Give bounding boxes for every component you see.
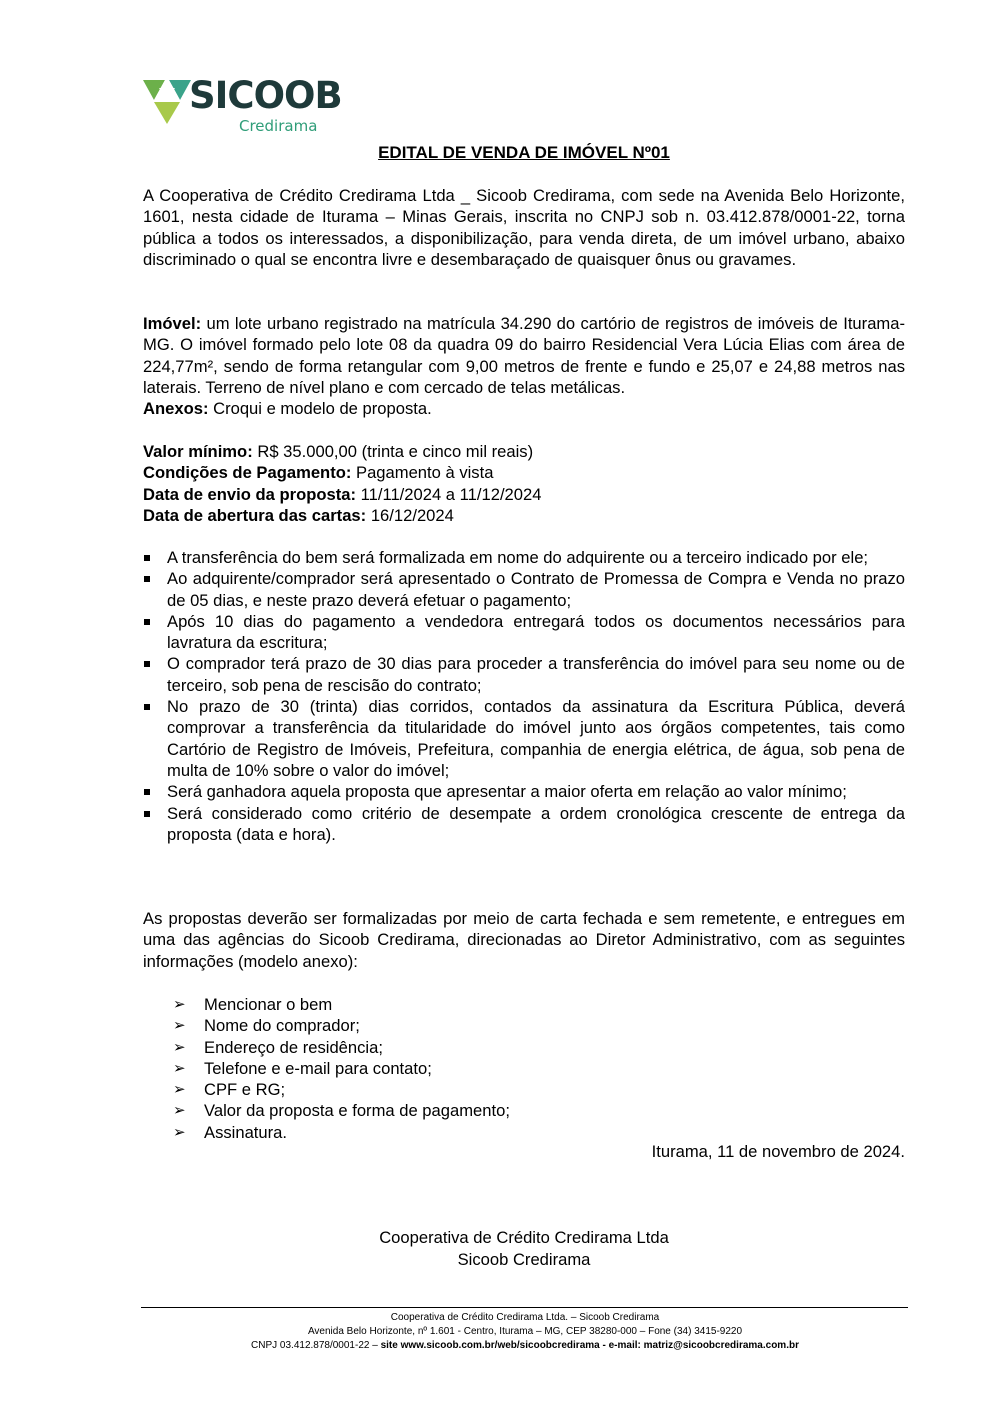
- term-opening-date: [143, 505, 905, 526]
- condition-text: A transferência do bem será formalizada em nome do adquirente ou a terceiro indicado por ele;: [167, 548, 869, 567]
- footer-cnpj: CNPJ 03.412.878/0001-22 –: [251, 1340, 381, 1351]
- required-info-item: [143, 1037, 905, 1058]
- condition-item: [143, 803, 905, 846]
- required-info-container: [143, 994, 905, 1143]
- footer-line-3: [100, 1339, 950, 1353]
- square-bullet-icon: [144, 661, 150, 667]
- property-section: [143, 313, 905, 419]
- term-minimum-value: [143, 441, 905, 462]
- signature-block: [300, 1227, 748, 1271]
- term-value: R$ 35.000,00 (trinta e cinco mil reais): [252, 442, 534, 461]
- square-bullet-icon: [144, 811, 150, 817]
- condition-item: [143, 547, 905, 568]
- required-info-text: Endereço de residência;: [204, 1037, 383, 1057]
- footer-contact-links[interactable]: site www.sicoob.com.br/web/sicoobcredirama - e-mail: matriz@sicoobcredirama.com.br: [380, 1340, 799, 1351]
- footer-divider: [141, 1307, 908, 1308]
- square-bullet-icon: [144, 555, 150, 561]
- arrow-bullet-icon: ➢: [173, 1059, 186, 1077]
- required-info-item: [143, 1015, 905, 1036]
- required-info-text: CPF e RG;: [204, 1080, 286, 1100]
- required-info-text: Valor da proposta e forma de pagamento;: [204, 1101, 510, 1121]
- condition-text: Será ganhadora aquela proposta que apresentar a maior oferta em relação ao valor mínimo;: [167, 782, 847, 802]
- arrow-bullet-icon: ➢: [173, 996, 186, 1013]
- sicoob-triangle-logo-icon: [143, 80, 191, 124]
- signature-line-2: Sicoob Credirama: [457, 1250, 591, 1269]
- condition-text: Ao adquirente/comprador será apresentado o Contrato de Promessa de Compra e Venda no prazo de 05 dias, e neste prazo deverá efetuar o pagamento;: [167, 569, 905, 610]
- page-footer: [100, 1311, 950, 1353]
- terms-section: [143, 441, 905, 526]
- condition-text: O comprador terá prazo de 30 dias para proceder a transferência do imóvel para seu nome ou de terceiro, sob pena de rescisão do contrato;: [167, 654, 905, 695]
- conditions-list-container: [143, 547, 905, 845]
- condition-item: [143, 611, 905, 654]
- place-date: Iturama, 11 de novembro de 2024.: [651, 1142, 905, 1161]
- arrow-bullet-icon: ➢: [173, 1102, 186, 1120]
- sicoob-credirama-logo: [143, 74, 343, 138]
- signature-line-1: Cooperativa de Crédito Credirama Ltda: [379, 1228, 669, 1247]
- condition-item: [143, 696, 905, 781]
- condition-item: [143, 568, 905, 611]
- term-value: 11/11/2024 a 11/12/2024: [356, 484, 542, 504]
- required-info-list: [143, 994, 905, 1143]
- term-label: Data de envio da proposta:: [143, 484, 356, 504]
- required-info-item: [143, 1058, 905, 1079]
- required-info-text: Mencionar o bem: [204, 995, 333, 1014]
- term-value: Pagamento à vista: [351, 463, 494, 483]
- document-title: EDITAL DE VENDA DE IMÓVEL Nº01: [378, 143, 670, 162]
- condition-item: [143, 653, 905, 696]
- logo-sub-brand-text: Credirama: [239, 117, 318, 135]
- property-label: Imóvel:: [143, 314, 202, 333]
- conditions-list: [143, 547, 905, 845]
- required-info-item: [143, 994, 905, 1015]
- required-info-text: Assinatura.: [204, 1122, 288, 1142]
- term-label: Valor mínimo:: [143, 442, 253, 461]
- term-label: Condições de Pagamento:: [143, 463, 352, 483]
- required-info-text: Nome do comprador;: [204, 1016, 360, 1036]
- logo-brand-text: SICOOB: [189, 74, 342, 117]
- property-description: um lote urbano registrado na matrícula 34.290 do cartório de registros de imóveis de Iturama-MG. O imóvel formado pelo lote 08 da quadra 09 do bairro Residencial Vera Lúcia Elias com área de 224,77m², sendo de forma retangular com 9,00 metros de frente e fundo e 25,07 e 24,88 metros nas laterais. Terreno de nível plano e com cercado de telas metálicas.: [143, 314, 905, 397]
- term-submission-dates: [143, 484, 905, 505]
- arrow-bullet-icon: ➢: [173, 1017, 186, 1035]
- square-bullet-icon: [144, 576, 150, 582]
- condition-text: No prazo de 30 (trinta) dias corridos, contados da assinatura da Escritura Pública, deverá comprovar a transferência da titularidade do imóvel junto aos órgãos competentes, tais como Cartório de Registro de Imóveis, Prefeitura, companhia de energia elétrica, de água, sob pena de multa de 10% sobre o valor do imóvel;: [167, 697, 905, 780]
- condition-item: [143, 781, 905, 802]
- required-info-item: [143, 1079, 905, 1100]
- condition-text: Será considerado como critério de desempate a ordem cronológica crescente de entrega da proposta (data e hora).: [167, 803, 905, 844]
- square-bullet-icon: [144, 619, 150, 625]
- term-label: Data de abertura das cartas:: [143, 505, 367, 525]
- footer-line-1: Cooperativa de Crédito Credirama Ltda. – Sicoob Credirama: [390, 1312, 660, 1323]
- proposal-paragraph: As propostas deverão ser formalizadas por meio de carta fechada e sem remetente, e entregues em uma das agências do Sicoob Credirama, direcionadas ao Diretor Administrativo, com as seguintes informações (modelo anexo):: [143, 909, 905, 971]
- arrow-bullet-icon: ➢: [173, 1038, 186, 1056]
- required-info-item: [143, 1122, 905, 1143]
- term-payment-conditions: [143, 462, 905, 483]
- square-bullet-icon: [144, 789, 150, 795]
- square-bullet-icon: [144, 704, 150, 710]
- annex-label: Anexos:: [143, 399, 209, 419]
- required-info-text: Telefone e e-mail para contato;: [204, 1058, 432, 1078]
- arrow-bullet-icon: ➢: [173, 1123, 186, 1141]
- arrow-bullet-icon: ➢: [173, 1081, 186, 1099]
- annex-text: Croqui e modelo de proposta.: [208, 399, 432, 419]
- intro-paragraph: A Cooperativa de Crédito Credirama Ltda _ Sicoob Credirama, com sede na Avenida Belo Horizonte, 1601, nesta cidade de Iturama – Minas Gerais, inscrita no CNPJ sob n. 03.412.878/0001-22, torna pública a todos os interessados, a disponibilização, para venda direta, de um imóvel urbano, abaixo discriminado o qual se encontra livre e desembaraçado de quaisquer ônus ou gravames.: [143, 186, 905, 269]
- term-value: 16/12/2024: [366, 505, 454, 525]
- footer-line-2: Avenida Belo Horizonte, nº 1.601 - Centro, Iturama – MG, CEP 38280-000 – Fone (34) 3415-9220: [307, 1326, 743, 1337]
- required-info-item: [143, 1100, 905, 1121]
- condition-text: Após 10 dias do pagamento a vendedora entregará todos os documentos necessários para lavratura da escritura;: [167, 611, 905, 653]
